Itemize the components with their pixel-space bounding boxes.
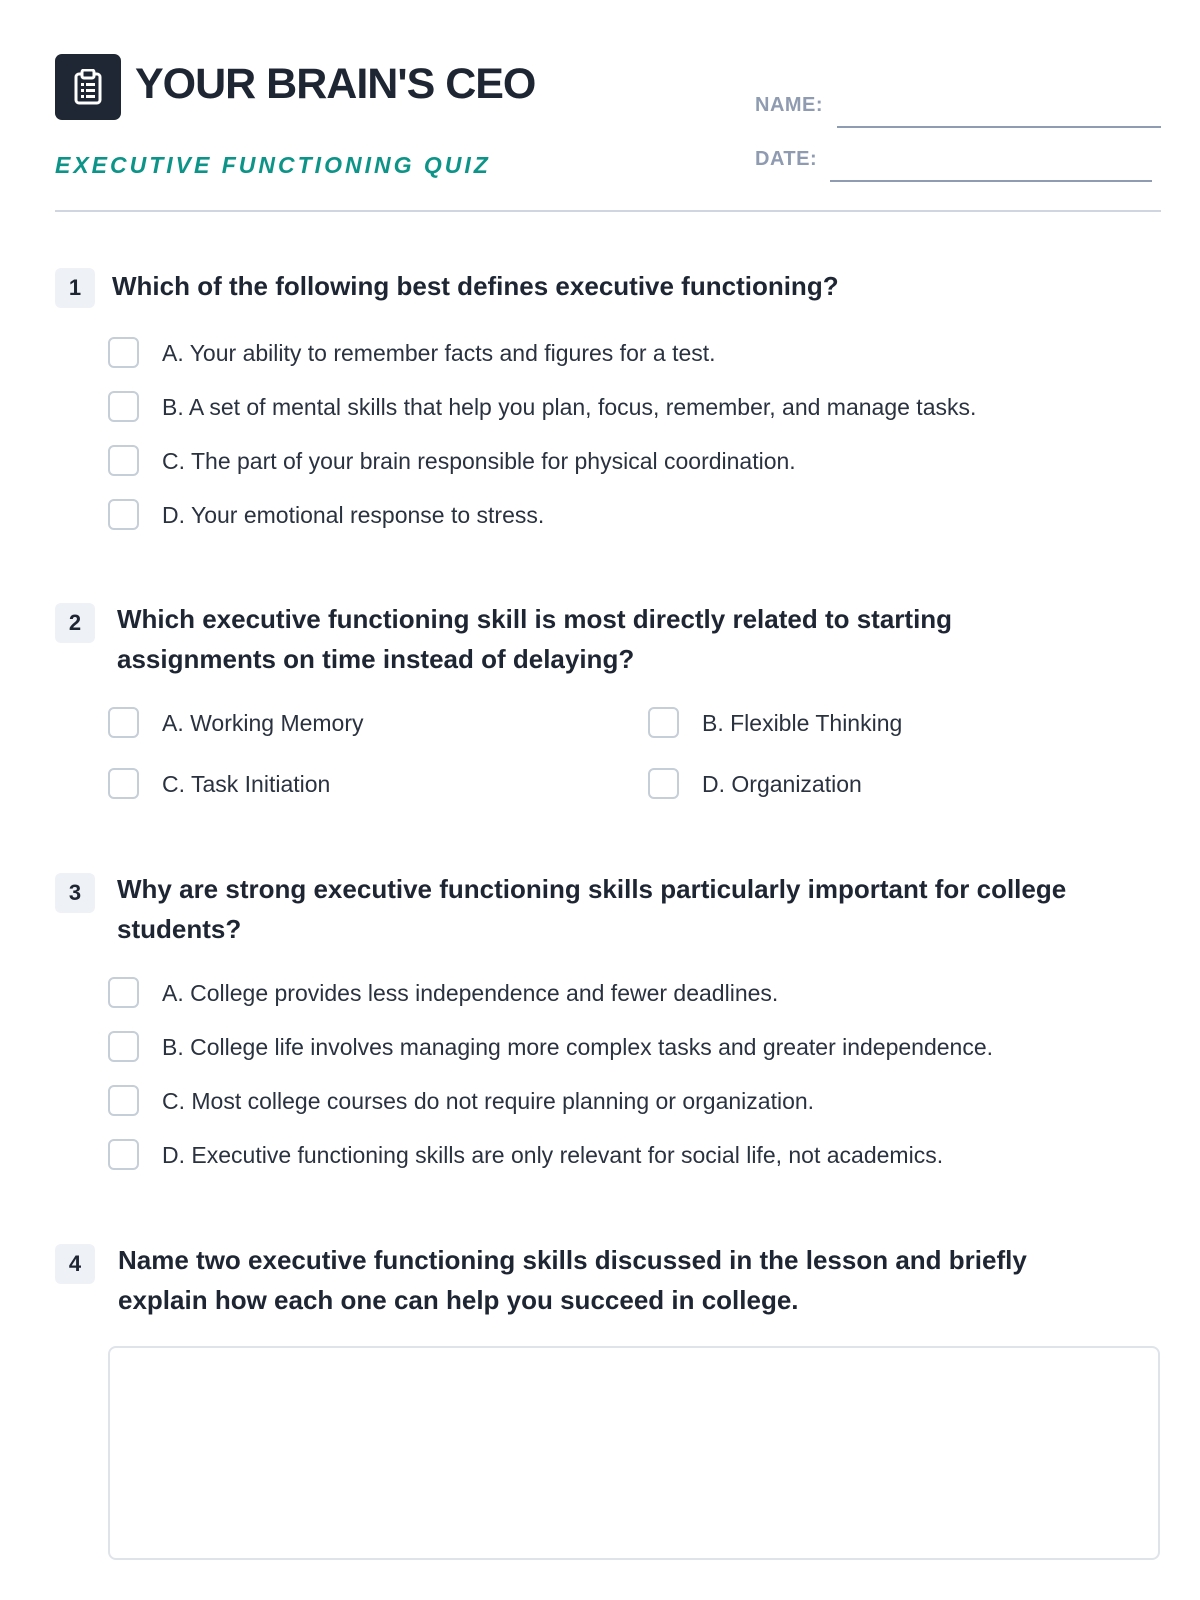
question-text-line: explain how each one can help you succeed in college. xyxy=(118,1285,799,1315)
question-text-line: students? xyxy=(117,914,242,944)
question-number: 2 xyxy=(55,603,95,643)
option-label: A. Your ability to remember facts and figures for a test. xyxy=(162,340,716,366)
checkbox[interactable] xyxy=(108,391,139,422)
page-title: YOUR BRAIN'S CEO xyxy=(135,60,536,108)
logo xyxy=(55,54,121,120)
question-text xyxy=(117,869,1177,949)
name-label: NAME: xyxy=(755,94,824,116)
option-label: D. Executive functioning skills are only relevant for social life, not academics. xyxy=(162,1142,944,1168)
option[interactable] xyxy=(108,336,1108,372)
question-text-line: Name two executive functioning skills discussed in the lesson and briefly xyxy=(118,1245,1027,1275)
option-label: D. Your emotional response to stress. xyxy=(162,502,545,528)
checkbox[interactable] xyxy=(108,707,139,738)
header xyxy=(55,54,1161,212)
checkbox[interactable] xyxy=(108,1031,139,1062)
option[interactable] xyxy=(108,1030,1148,1066)
option-label: A. College provides less independence and fewer deadlines. xyxy=(162,980,779,1006)
question-text-line: assignments on time instead of delaying? xyxy=(117,644,635,674)
option[interactable] xyxy=(648,706,1128,742)
checkbox[interactable] xyxy=(108,977,139,1008)
name-field[interactable] xyxy=(837,126,1161,128)
clipboard-icon xyxy=(73,69,103,105)
option-label: D. Organization xyxy=(702,771,862,797)
page-subtitle: EXECUTIVE FUNCTIONING QUIZ xyxy=(55,152,491,178)
checkbox[interactable] xyxy=(648,707,679,738)
option-label: B. Flexible Thinking xyxy=(702,710,903,736)
answer-textarea[interactable] xyxy=(108,1346,1160,1560)
question-text-line: Which executive functioning skill is most directly related to starting xyxy=(117,604,953,634)
option[interactable] xyxy=(108,390,1108,426)
checkbox[interactable] xyxy=(108,1139,139,1170)
option-label: B. A set of mental skills that help you plan, focus, remember, and manage tasks. xyxy=(162,394,977,420)
date-field[interactable] xyxy=(830,180,1152,182)
option[interactable] xyxy=(648,767,1128,803)
checkbox[interactable] xyxy=(108,445,139,476)
question-text-line: Why are strong executive functioning skills particularly important for college xyxy=(117,874,1067,904)
checkbox[interactable] xyxy=(108,499,139,530)
date-label: DATE: xyxy=(755,148,818,170)
option[interactable] xyxy=(108,1138,1148,1174)
question-text xyxy=(117,599,1157,679)
option-label: C. The part of your brain responsible for physical coordination. xyxy=(162,448,796,474)
checkbox[interactable] xyxy=(108,768,139,799)
option[interactable] xyxy=(108,1084,1148,1120)
option[interactable] xyxy=(108,976,1148,1012)
option[interactable] xyxy=(108,498,1108,534)
question-number: 3 xyxy=(55,873,95,913)
option-label: C. Task Initiation xyxy=(162,771,331,797)
option[interactable] xyxy=(108,444,1108,480)
checkbox[interactable] xyxy=(108,337,139,368)
question-number: 1 xyxy=(55,268,95,308)
option-label: B. College life involves managing more complex tasks and greater independence. xyxy=(162,1034,994,1060)
option[interactable] xyxy=(108,706,588,742)
question-text: Which of the following best defines executive functioning? xyxy=(112,271,839,301)
question-number: 4 xyxy=(55,1244,95,1284)
option-label: A. Working Memory xyxy=(162,710,364,736)
option-label: C. Most college courses do not require planning or organization. xyxy=(162,1088,815,1114)
checkbox[interactable] xyxy=(648,768,679,799)
option[interactable] xyxy=(108,767,588,803)
checkbox[interactable] xyxy=(108,1085,139,1116)
question-text xyxy=(118,1240,1158,1320)
